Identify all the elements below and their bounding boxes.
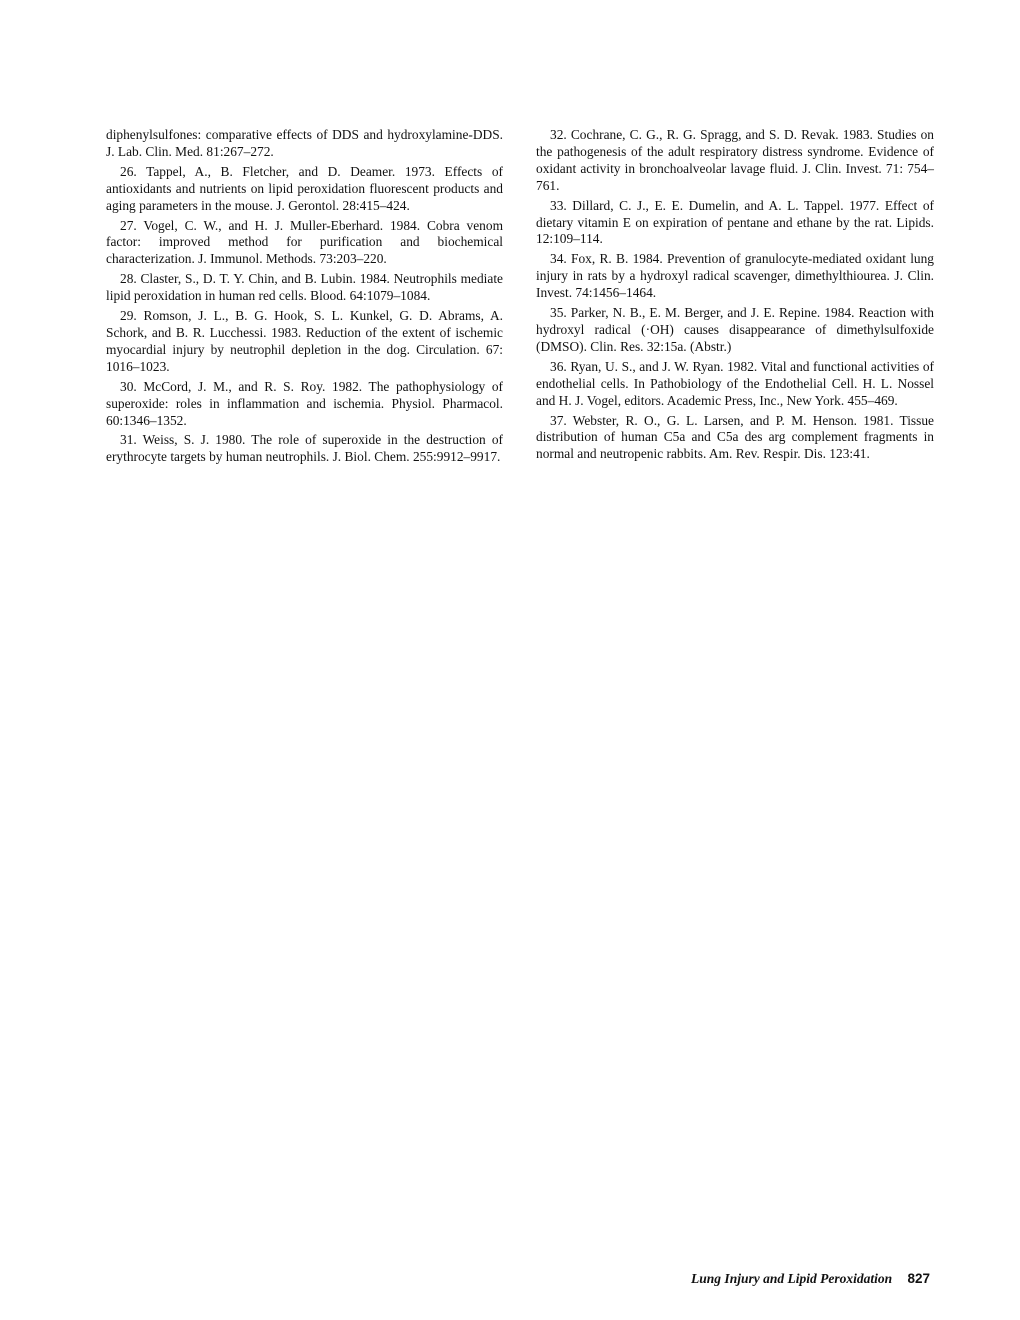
right-reference-column [536, 127, 934, 466]
reference-item: 31. Weiss, S. J. 1980. The role of superoxide in the destruction of erythrocyte targets by human neutrophils. J. Biol. Chem. 255:9912–9917. [106, 432, 503, 465]
reference-item: 32. Cochrane, C. G., R. G. Spragg, and S. D. Revak. 1983. Studies on the pathogenesis of the adult respiratory distress syndrome. Evidence of oxidant activity in bronchoalveolar lavage fluid. J. Clin. Invest. 71: 754–761. [536, 127, 934, 193]
reference-item: 27. Vogel, C. W., and H. J. Muller-Eberhard. 1984. Cobra venom factor: improved method for purification and biochemical characterization. J. Immunol. Methods. 73:203–220. [106, 217, 503, 267]
reference-item: diphenylsulfones: comparative effects of DDS and hydroxylamine-DDS. J. Lab. Clin. Med. 81:267–272. [106, 127, 503, 159]
left-reference-column [106, 127, 503, 469]
reference-item: 34. Fox, R. B. 1984. Prevention of granulocyte-mediated oxidant lung injury in rats by a hydroxyl radical scavenger, dimethylthiourea. J. Clin. Invest. 74:1456–1464. [536, 251, 934, 301]
page-number: 827 [907, 1271, 930, 1286]
reference-item: 33. Dillard, C. J., E. E. Dumelin, and A. L. Tappel. 1977. Effect of dietary vitamin E on expiration of pentane and ethane by the rat. Lipids. 12:109–114. [536, 197, 934, 247]
reference-item: 30. McCord, J. M., and R. S. Roy. 1982. The pathophysiology of superoxide: roles in inflammation and ischemia. Physiol. Pharmacol. 60:1346–1352. [106, 378, 503, 428]
reference-item: 37. Webster, R. O., G. L. Larsen, and P. M. Henson. 1981. Tissue distribution of human C5a and C5a des arg complement fragments in normal and neutropenic rabbits. Am. Rev. Respir. Dis. 123:41. [536, 412, 934, 462]
running-title: Lung Injury and Lipid Peroxidation [691, 1271, 893, 1286]
page-footer [691, 1271, 930, 1287]
reference-item: 35. Parker, N. B., E. M. Berger, and J. E. Repine. 1984. Reaction with hydroxyl radical (·OH) causes disappearance of dimethylsulfoxide (DMSO). Clin. Res. 32:15a. (Abstr.) [536, 305, 934, 354]
reference-item: 28. Claster, S., D. T. Y. Chin, and B. Lubin. 1984. Neutrophils mediate lipid peroxidation in human red cells. Blood. 64:1079–1084. [106, 271, 503, 304]
reference-item: 29. Romson, J. L., B. G. Hook, S. L. Kunkel, G. D. Abrams, A. Schork, and B. R. Lucchessi. 1983. Reduction of the extent of ischemic myocardial injury by neutrophil depletion in the dog. Circulation. 67: 1016–1023. [106, 308, 503, 374]
reference-item: 26. Tappel, A., B. Fletcher, and D. Deamer. 1973. Effects of antioxidants and nutrients on lipid peroxidation fluorescent products and aging parameters in the mouse. J. Gerontol. 28:415–424. [106, 163, 503, 213]
reference-item: 36. Ryan, U. S., and J. W. Ryan. 1982. Vital and functional activities of endothelial cells. In Pathobiology of the Endothelial Cell. H. L. Nossel and H. J. Vogel, editors. Academic Press, Inc., New York. 455–469. [536, 358, 934, 408]
